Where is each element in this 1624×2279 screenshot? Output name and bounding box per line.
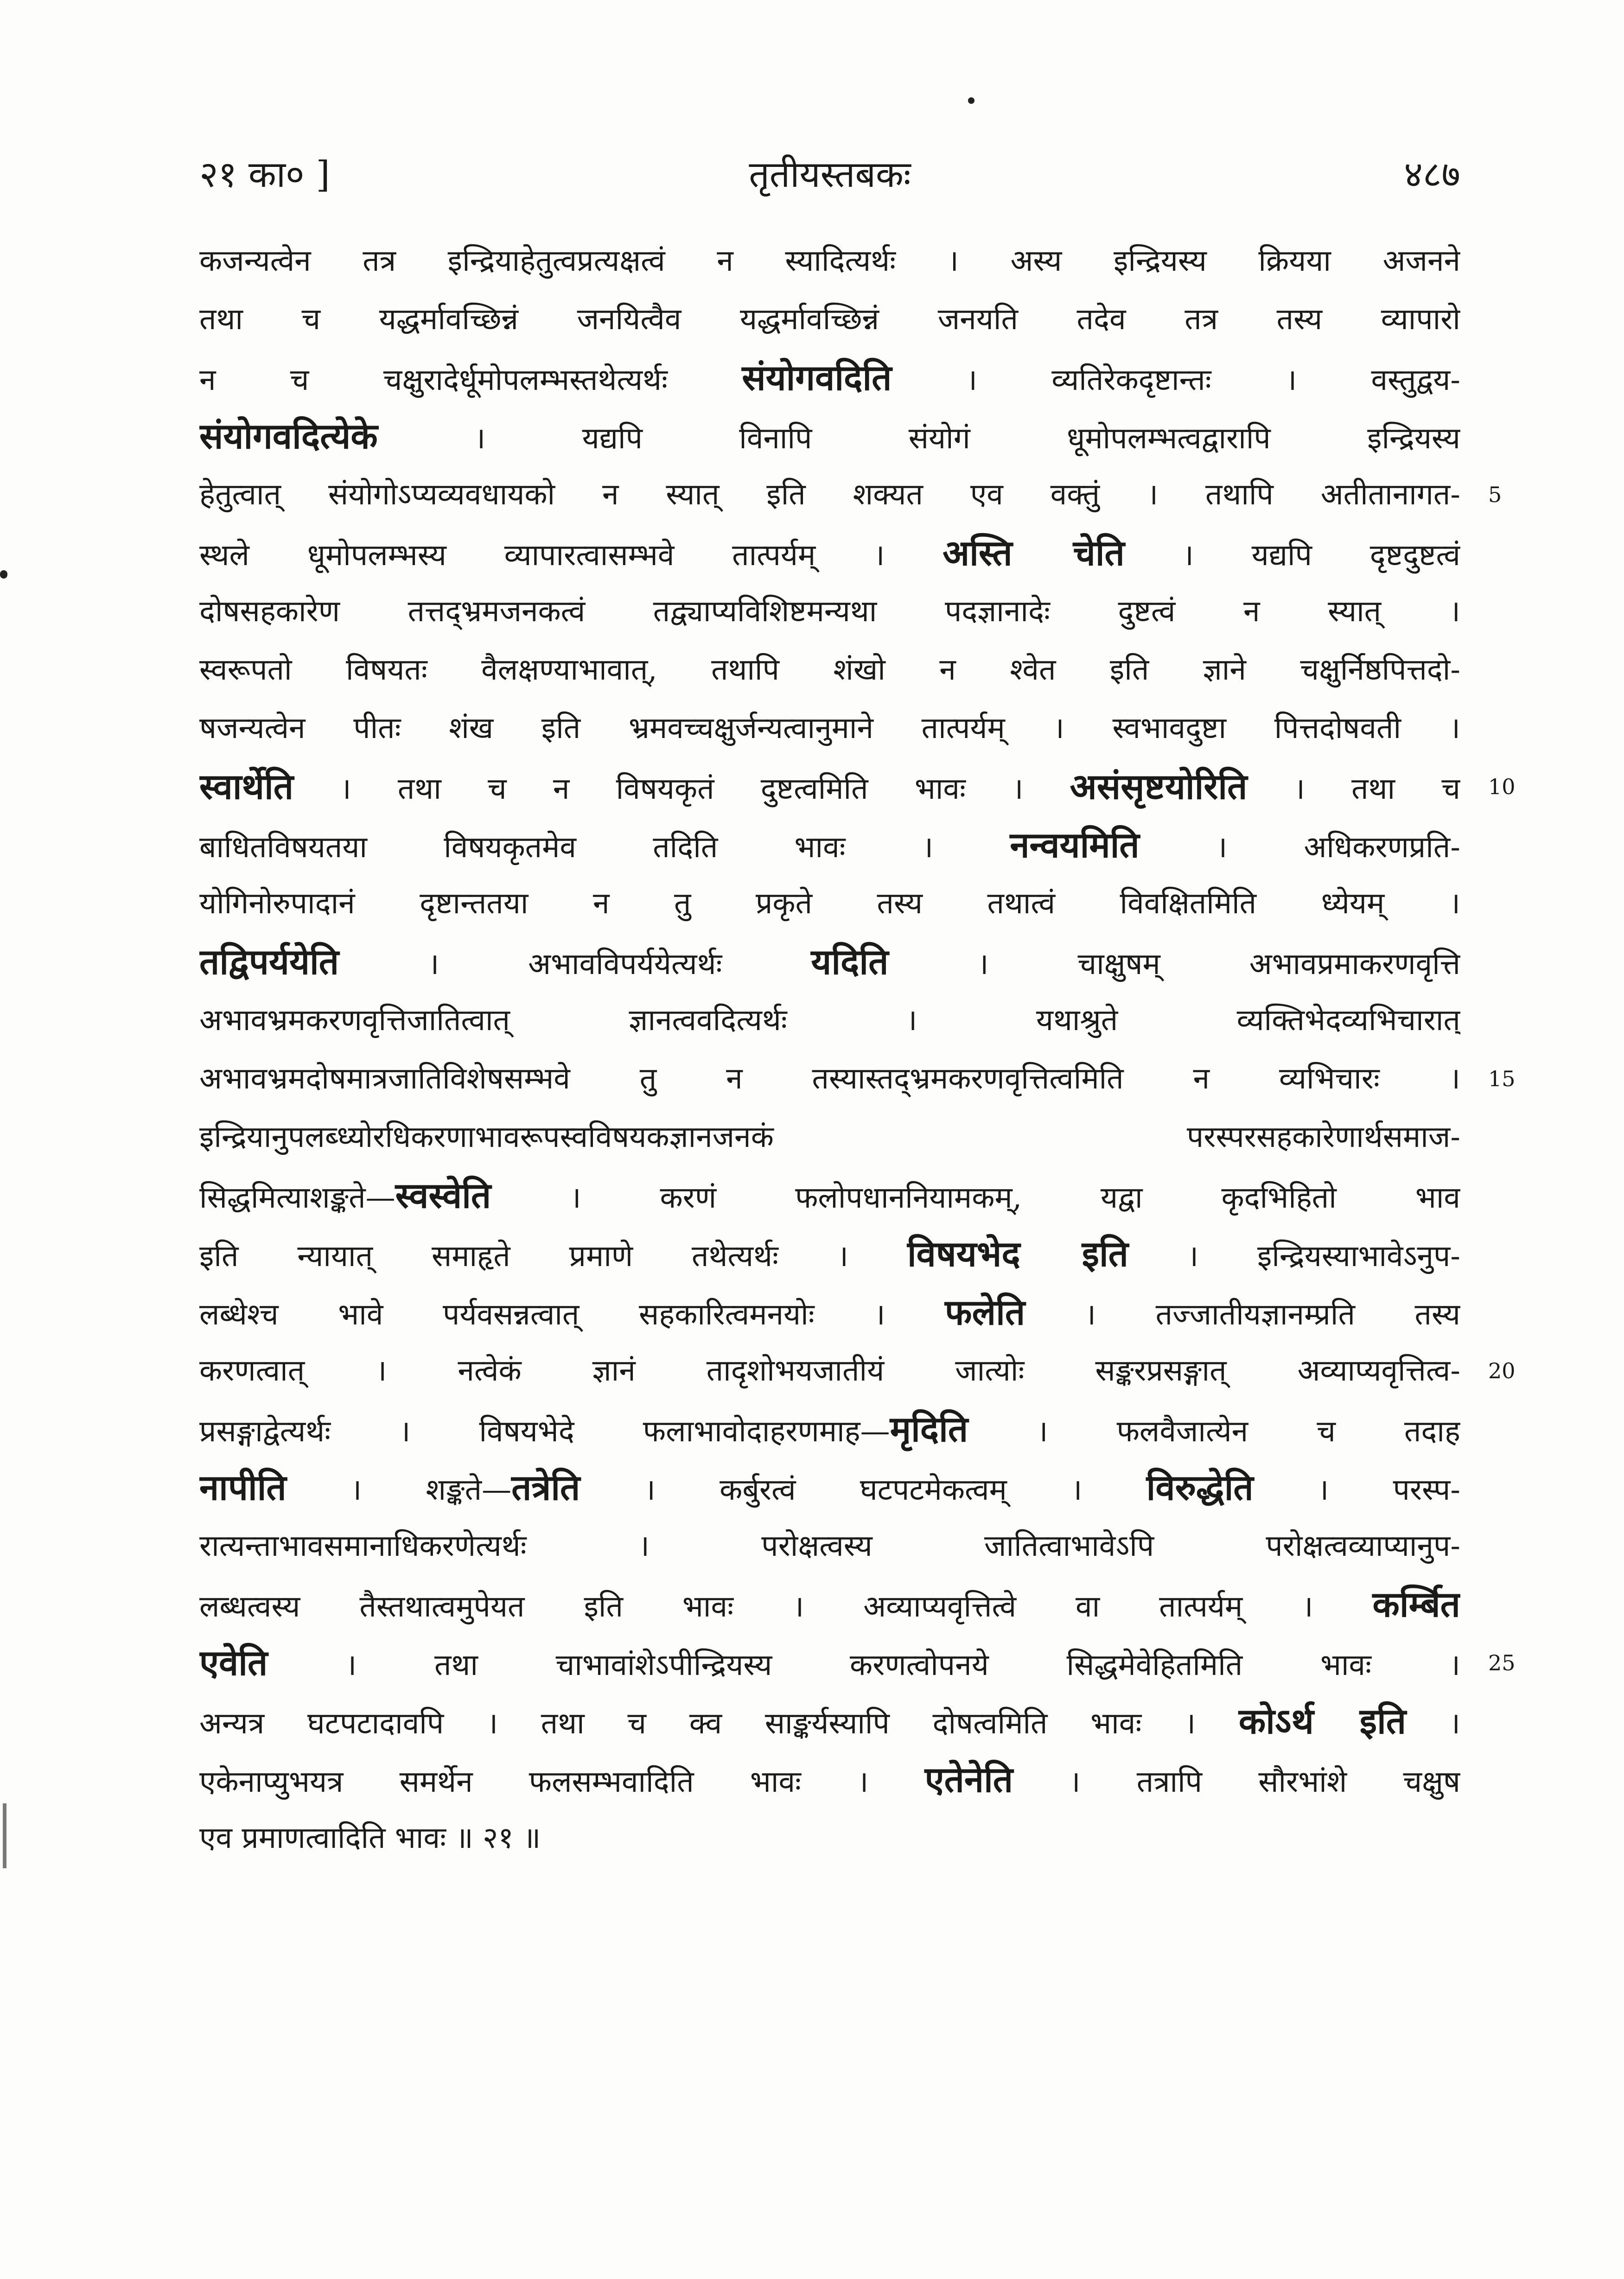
lemma-heading: नन्वयमिति <box>1010 824 1140 866</box>
text-line <box>199 991 1460 1050</box>
header-page-number: ४८७ <box>1404 154 1460 196</box>
text-line <box>199 1225 1460 1283</box>
lemma-heading: स्वस्वेति <box>395 1175 491 1216</box>
lemma-heading: अस्ति चेति <box>943 532 1125 573</box>
text-segment: । कर्बुरत्वं घटपटमेकत्वम् । <box>580 1473 1146 1507</box>
text-line <box>199 1283 1460 1342</box>
text-line <box>199 349 1460 407</box>
text-line <box>199 874 1460 933</box>
text-line <box>199 1517 1460 1575</box>
lemma-heading: विरुद्धेति <box>1146 1467 1254 1508</box>
text-segment: स्थले धूमोपलम्भस्य व्यापारत्वासम्भवे तात्पर्यम् । <box>199 538 943 573</box>
text-line <box>199 1108 1460 1166</box>
text-segment: दोषसहकारेण तत्तद्भ्रमजनकत्वं तद्व्याप्यविशिष्टमन्यथा पदज्ञानादेः दुष्टत्वं न स्यात् । <box>199 594 1460 629</box>
text-segment: एव प्रमाणत्वादिति भावः ॥ २१ ॥ <box>199 1821 541 1855</box>
lemma-heading: मृदिति <box>890 1408 968 1450</box>
text-segment: । तथा च <box>1247 772 1460 806</box>
text-segment: बाधितविषयतया विषयकृतमेव तदिति भावः । <box>199 830 1010 865</box>
text-line <box>199 407 1460 465</box>
text-line <box>199 1575 1460 1634</box>
line-number: 25 <box>1488 1650 1516 1675</box>
lemma-heading: एवेति <box>199 1642 268 1683</box>
text-line <box>199 582 1460 641</box>
text-line <box>199 641 1460 699</box>
text-line <box>199 699 1460 758</box>
text-line <box>199 816 1460 874</box>
text-segment: स्वरूपतो विषयतः वैलक्षण्याभावात्, तथापि शंखो न श्वेत इति ज्ञाने चक्षुर्निष्ठपित्तदो- <box>199 653 1460 687</box>
text-line <box>199 758 1460 816</box>
text-segment: । तत्रापि सौरभांशे चक्षुष <box>1013 1765 1460 1799</box>
line-number: 15 <box>1488 1066 1516 1091</box>
text-segment: । शङ्कते— <box>286 1473 512 1507</box>
lemma-heading: स्वार्थेति <box>199 766 294 807</box>
text-segment: कजन्यत्वेन तत्र इन्द्रियाहेतुत्वप्रत्यक्षत्वं न स्यादित्यर्थः । अस्य इन्द्रियस्य क्रियया अजनने <box>199 244 1460 278</box>
lemma-heading: फलेति <box>945 1292 1025 1333</box>
text-segment: । यद्यपि दृष्टदुष्टत्वं <box>1124 538 1460 573</box>
text-line <box>199 1809 1460 1867</box>
running-header <box>199 139 1460 209</box>
text-segment: रात्यन्ताभावसमानाधिकरणेत्यर्थः । परोक्षत्वस्य जातित्वाभावेऽपि परोक्षत्वव्याप्यानुप- <box>199 1529 1460 1563</box>
line-number: 5 <box>1488 482 1502 507</box>
text-segment: हेतुत्वात् संयोगोऽप्यव्यवधायको न स्यात् इति शक्यत एव वक्तुं । तथापि अतीतानागत- <box>199 477 1460 512</box>
lemma-heading: असंसृष्टयोरिति <box>1070 766 1248 807</box>
text-segment: । तज्जातीयज्ञानम्प्रति तस्य <box>1025 1298 1460 1332</box>
text-line <box>199 1166 1460 1225</box>
text-segment: इन्द्रियानुपलब्ध्योरधिकरणाभावरूपस्वविषयकज्ञानजनकं परस्परसहकारेणार्थसमाज- <box>199 1120 1460 1154</box>
scan-speck <box>968 97 974 104</box>
text-segment: करणत्वात् । नत्वेकं ज्ञानं तादृशोभयजातीयं जात्योः सङ्करप्रसङ्गात् अव्याप्यवृत्तित्व- <box>199 1354 1460 1388</box>
text-segment: प्रसङ्गाद्वेत्यर्थः । विषयभेदे फलाभावोदाहरणमाह— <box>199 1414 890 1449</box>
line-number: 20 <box>1488 1358 1516 1383</box>
lemma-heading: संयोगवदित्येके <box>199 415 378 457</box>
text-segment: अभावभ्रमकरणवृत्तिजातित्वात् ज्ञानत्ववदित्यर्थः । यथाश्रुते व्यक्तिभेदव्यभिचारात् <box>199 1003 1460 1038</box>
text-line <box>199 524 1460 582</box>
text-segment: । इन्द्रियस्याभावेऽनुप- <box>1128 1239 1460 1273</box>
text-line <box>199 465 1460 524</box>
line-number: 10 <box>1488 774 1516 799</box>
text-segment: । चाक्षुषम् अभावप्रमाकरणवृत्ति <box>888 947 1460 981</box>
text-line <box>199 232 1460 290</box>
lemma-heading: कर्म्बित <box>1372 1584 1460 1625</box>
text-segment: । व्यतिरेकदृष्टान्तः । वस्तुद्वय- <box>892 363 1460 397</box>
text-line <box>199 1050 1460 1108</box>
text-line <box>199 1751 1460 1809</box>
text-segment: योगिनोरुपादानं दृष्टान्ततया न तु प्रकृते तस्य तथात्वं विवक्षितमिति ध्येयम् । <box>199 886 1460 921</box>
text-line <box>199 290 1460 349</box>
text-segment: सिद्धमित्याशङ्कते— <box>199 1181 395 1215</box>
lemma-heading: तद्विपर्ययेति <box>199 941 339 982</box>
text-line <box>199 933 1460 991</box>
text-segment: । अभावविपर्ययेत्यर्थः <box>339 947 811 981</box>
scan-speck <box>0 570 7 579</box>
text-segment: इति न्यायात् समाहृते प्रमाणे तथेत्यर्थः । <box>199 1239 907 1273</box>
text-line <box>199 1458 1460 1517</box>
lemma-heading: कोऽर्थ इति <box>1238 1700 1407 1742</box>
text-segment: तथा च यद्धर्मावच्छिन्नं जनयित्वैव यद्धर्मावच्छिन्नं जनयति तदेव तत्र तस्य व्यापारो <box>199 302 1460 337</box>
text-segment: । तथा च न विषयकृतं दुष्टत्वमिति भावः । <box>293 772 1070 806</box>
text-segment: । फलवैजात्येन च तदाह <box>968 1414 1460 1449</box>
scan-speck <box>3 1803 6 1868</box>
lemma-heading: यदिति <box>811 941 889 982</box>
text-segment: षजन्यत्वेन पीतः शंख इति भ्रमवच्चक्षुर्जन्यत्वानुमाने तात्पर्यम् । स्वभावदुष्टा पित्तदोषवती । <box>199 711 1460 745</box>
lemma-heading: संयोगवदिति <box>742 357 892 398</box>
text-segment: । अधिकरणप्रति- <box>1139 830 1460 865</box>
text-line <box>199 1692 1460 1751</box>
lemma-heading: तत्रेति <box>511 1467 580 1508</box>
header-chapter-ref: २१ का० ] <box>199 154 330 196</box>
text-line <box>199 1634 1460 1692</box>
text-segment: । <box>1406 1706 1460 1741</box>
text-segment: न च चक्षुरादेर्धूमोपलम्भस्तथेत्यर्थः <box>199 363 742 397</box>
header-section-title: तृतीयस्तबकः <box>749 154 911 196</box>
text-segment: । परस्प- <box>1253 1473 1460 1507</box>
lemma-heading: विषयभेद इति <box>907 1233 1128 1274</box>
text-segment: लब्धेश्च भावे पर्यवसन्नत्वात् सहकारित्वमनयोः । <box>199 1298 945 1332</box>
lemma-heading: एतेनेति <box>924 1759 1013 1800</box>
text-segment: अन्यत्र घटपटादावपि । तथा च क्व साङ्कर्यस्यापि दोषत्वमिति भावः । <box>199 1706 1239 1741</box>
text-segment: लब्धत्वस्य तैस्तथात्वमुपेयत इति भावः । अव्याप्यवृत्तित्वे वा तात्पर्यम् । <box>199 1590 1373 1624</box>
text-line <box>199 1400 1460 1458</box>
text-segment: । यद्यपि विनापि संयोगं धूमोपलम्भत्वद्वारापि इन्द्रियस्य <box>377 421 1460 456</box>
text-line <box>199 1342 1460 1400</box>
text-segment: एकेनाप्युभयत्र समर्थेन फलसम्भवादिति भावः । <box>199 1765 925 1799</box>
text-segment: । करणं फलोपधाननियामकम्, यद्वा कृदभिहितो भाव <box>491 1181 1460 1215</box>
lemma-heading: नापीति <box>199 1467 287 1508</box>
text-segment: अभावभ्रमदोषमात्रजातिविशेषसम्भवे तु न तस्यास्तद्भ्रमकरणवृत्तित्वमिति न व्यभिचारः । <box>199 1062 1460 1096</box>
text-segment: । तथा चाभावांशेऽपीन्द्रियस्य करणत्वोपनये सिद्धमेवेहितमिति भावः । <box>267 1648 1460 1682</box>
